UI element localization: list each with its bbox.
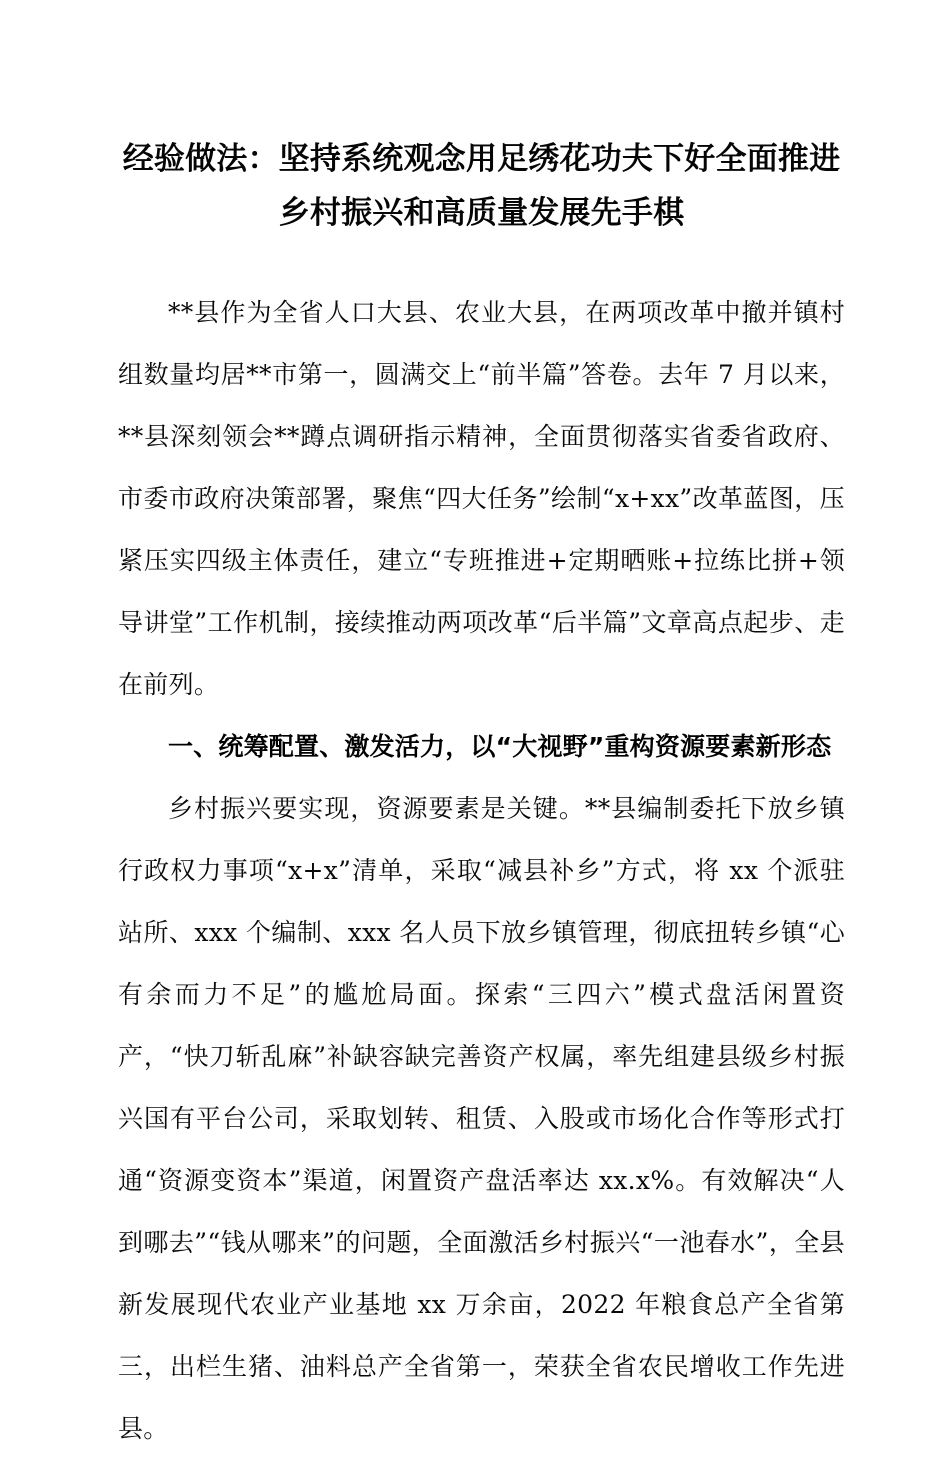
page-title-line-2: 面推进乡村振兴和高质量发展先手棋 — [278, 141, 841, 231]
paragraph-section-one-body: 乡村振兴要实现，资源要素是关键。**县编制委托下放乡镇行政权力事项“x+x”清单，采取“减县补乡”方式，将 xx 个派驻站所、xxx 个编制、xxx 名人员下放乡镇管理，彻底扭转乡镇“心有余而力不足”的尴尬局面。探索“三四六”模式盘活闲置资产，“快刀斩乱麻”补缺容缺完善资产权属，率先组建县级乡村振兴国有平台公司，采取划转、租赁、入股或市场化合作等形式打通“资源变资本”渠道，闲置资产盘活率达 xx.x%。有效解决“人到哪去”“钱从哪来”的问题，全面激活乡村振兴“一池春水”，全县新发展现代农业产业基地 xx 万余亩，2022 年粮食总产全省第三，出栏生猪、油料总产全省第一，荣获全省农民增收工作先进县。 — [118, 794, 845, 1443]
section-heading-one: 一、统筹配置、激发活力，以“大视野”重构资源要素新形态 — [168, 732, 832, 761]
page-title-line-1: 经验做法：坚持系统观念用足绣花功夫下好全 — [122, 141, 747, 177]
page-title — [118, 118, 845, 240]
title-body-spacer — [118, 240, 845, 282]
paragraph-intro: **县作为全省人口大县、农业大县，在两项改革中撤并镇村组数量均居**市第一，圆满交上“前半篇”答卷。去年 7 月以来，**县深刻领会**蹲点调研指示精神，全面贯彻落实省委省政府、市委市政府决策部署，聚焦“四大任务”绘制“x+xx”改革蓝图，压紧压实四级主体责任，建立“专班推进+定期晒账+拉练比拼+领导讲堂”工作机制，接续推动两项改革“后半篇”文章高点起步、走在前列。 — [118, 298, 845, 699]
